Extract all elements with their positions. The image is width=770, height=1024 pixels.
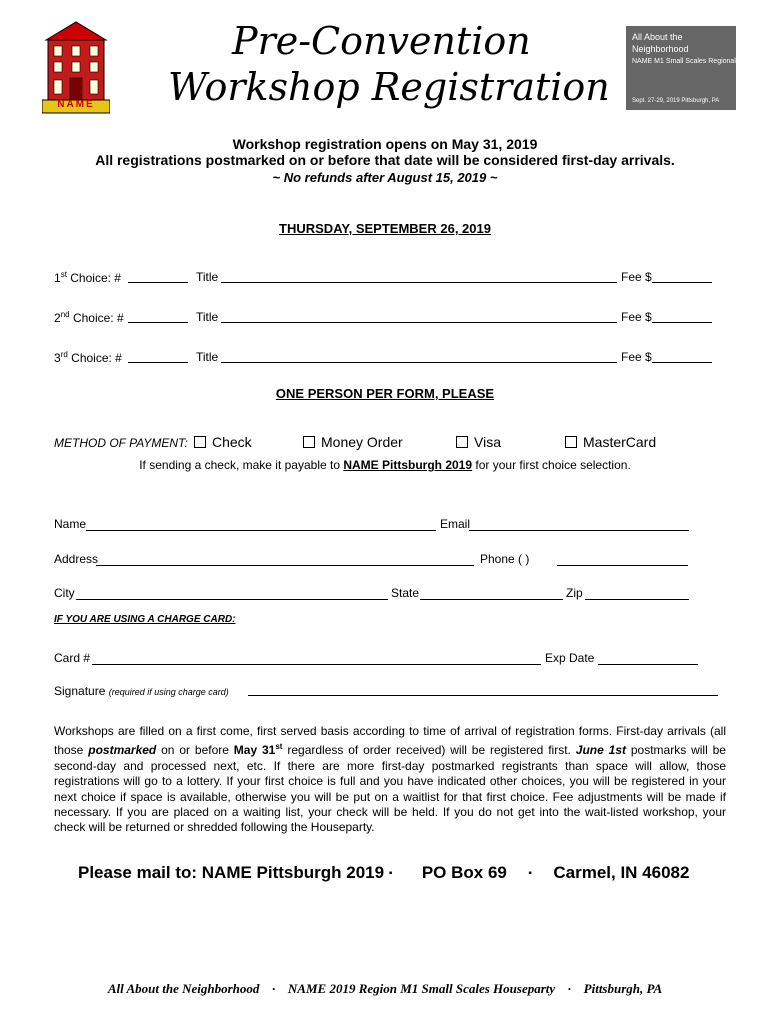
intro-line-3: ~ No refunds after August 15, 2019 ~ (272, 170, 498, 185)
payment-option-money-order[interactable] (303, 434, 403, 450)
choice-ordinal: nd (60, 310, 70, 319)
payee-name: NAME Pittsburgh 2019 (343, 458, 473, 472)
fee-field[interactable] (652, 282, 712, 283)
badge-line-1: All About the (632, 32, 683, 42)
intro-line-1: Workshop registration opens on May 31, 2019 (232, 136, 538, 152)
note-text: If sending a check, make it payable to (139, 458, 344, 472)
zip-label: Zip (566, 586, 583, 600)
footer-location: Pittsburgh, PA (583, 981, 663, 996)
choice-ordinal: rd (60, 350, 68, 359)
phone-field[interactable] (557, 565, 688, 566)
policy-emphasis: May 31 (233, 743, 276, 758)
payment-method-label: METHOD OF PAYMENT: (54, 436, 188, 450)
policy-emphasis: postmarked (88, 743, 157, 758)
separator-icon: · (567, 981, 572, 996)
city-field[interactable] (76, 599, 388, 600)
title-label: Title (196, 270, 219, 284)
mail-city: Carmel, IN 46082 (553, 863, 690, 882)
workshop-title-field[interactable] (221, 282, 617, 283)
city-label: City (54, 586, 75, 600)
fee-label: Fee $ (621, 350, 652, 364)
signature-label-text: Signature (54, 684, 106, 698)
choice-ordinal: st (60, 270, 67, 279)
workshop-title-field[interactable] (221, 362, 617, 363)
mail-to-line (78, 863, 689, 883)
fee-label: Fee $ (621, 270, 652, 284)
exp-date-field[interactable] (598, 664, 698, 665)
policy-sup: st (275, 742, 283, 752)
checkbox-icon[interactable] (194, 436, 206, 448)
badge-line-2: Neighborhood (632, 44, 689, 54)
payment-option-mastercard[interactable] (565, 434, 656, 450)
exp-date-label: Exp Date (545, 651, 595, 665)
state-field[interactable] (420, 599, 563, 600)
address-field[interactable] (96, 565, 474, 566)
workshop-title-field[interactable] (221, 322, 617, 323)
card-number-label: Card # (54, 651, 91, 665)
check-payable-note (0, 458, 770, 472)
workshop-number-field[interactable] (128, 362, 188, 363)
separator-icon: ▪ (388, 868, 393, 879)
policy-text: postmarks will be second-day and processed next, etc. If there are more first-day postmarked registrants than space will allow, those registrations will go to a lottery. If your first choice is full and you have indicated other choices, you will be registered in your next choice if space is available, otherwise you will be put on a waitlist for that first choice. Fee adjustments will be made if necessary. If you are placed on a waiting list, your check will be held. If you do not get into the wait-listed workshop, your check will be returned or shredded following the Houseparty. (54, 743, 726, 835)
separator-icon: ▪ (528, 868, 532, 879)
logo-text: NAME (57, 99, 95, 110)
day-heading: THURSDAY, SEPTEMBER 26, 2019 (279, 221, 491, 236)
charge-card-heading: IF YOU ARE USING A CHARGE CARD: (54, 614, 236, 625)
note-text: for your first choice selection. (472, 458, 631, 472)
policy-text: regardless of order received) will be registered first. (282, 743, 576, 758)
card-number-field[interactable] (92, 664, 541, 665)
signature-label (54, 684, 229, 698)
name-logo (42, 18, 110, 114)
footer-theme: All About the Neighborhood (107, 981, 260, 996)
title-label: Title (196, 310, 219, 324)
one-person-heading: ONE PERSON PER FORM, PLEASE (275, 386, 495, 401)
signature-field[interactable] (248, 695, 718, 696)
name-label: Name (54, 517, 87, 531)
email-label: Email (440, 517, 471, 531)
form-title-line-2: Workshop Registration (168, 65, 610, 109)
mail-po-box: PO Box 69 (421, 863, 507, 882)
checkbox-icon[interactable] (456, 436, 468, 448)
choice-number: 2 (54, 311, 61, 325)
fee-label: Fee $ (621, 310, 652, 324)
state-label: State (391, 586, 420, 600)
payment-option-label: Visa (474, 434, 501, 450)
fee-field[interactable] (652, 322, 712, 323)
checkbox-icon[interactable] (303, 436, 315, 448)
policy-text: Workshops are filled on a first come, first served basis according to time of arrival of registration forms. First-day arrivals (all those (54, 724, 726, 758)
policy-text: on or before (156, 743, 234, 758)
intro-line-2: All registrations postmarked on or before that date will be considered first-day arrivals. (95, 152, 675, 168)
footer-event: NAME 2019 Region M1 Small Scales Houseparty (287, 981, 556, 996)
payment-option-label: Check (212, 434, 252, 450)
badge-line-3: NAME M1 Small Scales Regional (632, 58, 736, 65)
email-field[interactable] (469, 530, 689, 531)
footer (0, 981, 770, 997)
registration-policy (54, 724, 726, 836)
workshop-number-field[interactable] (128, 322, 188, 323)
phone-label: Phone ( ) (480, 552, 530, 566)
choice-label (54, 310, 124, 325)
form-title-line-1: Pre-Convention (232, 19, 531, 63)
payment-option-label: Money Order (321, 434, 403, 450)
choice-label-text: Choice: # (71, 351, 122, 365)
workshop-number-field[interactable] (128, 282, 188, 283)
payment-option-visa[interactable] (456, 434, 501, 450)
mail-organization: Please mail to: NAME Pittsburgh 2019 (78, 863, 385, 882)
payment-option-label: MasterCard (583, 434, 657, 450)
address-label: Address (54, 552, 99, 566)
name-field[interactable] (86, 530, 436, 531)
event-badge (626, 26, 736, 110)
fee-field[interactable] (652, 362, 712, 363)
choice-label (54, 270, 121, 285)
separator-icon: · (272, 981, 276, 996)
checkbox-icon[interactable] (565, 436, 577, 448)
choice-label (54, 350, 122, 365)
choice-number: 1 (54, 271, 61, 285)
badge-line-4: Sept. 27-29, 2019 Pittsburgh, PA (632, 98, 720, 104)
policy-emphasis: June 1st (575, 743, 626, 758)
zip-field[interactable] (585, 599, 689, 600)
signature-note: (required if using charge card) (108, 687, 229, 697)
choice-number: 3 (54, 351, 61, 365)
choice-label-text: Choice: # (70, 271, 121, 285)
title-label: Title (196, 350, 219, 364)
payment-option-check[interactable] (194, 434, 252, 450)
choice-label-text: Choice: # (72, 311, 124, 325)
